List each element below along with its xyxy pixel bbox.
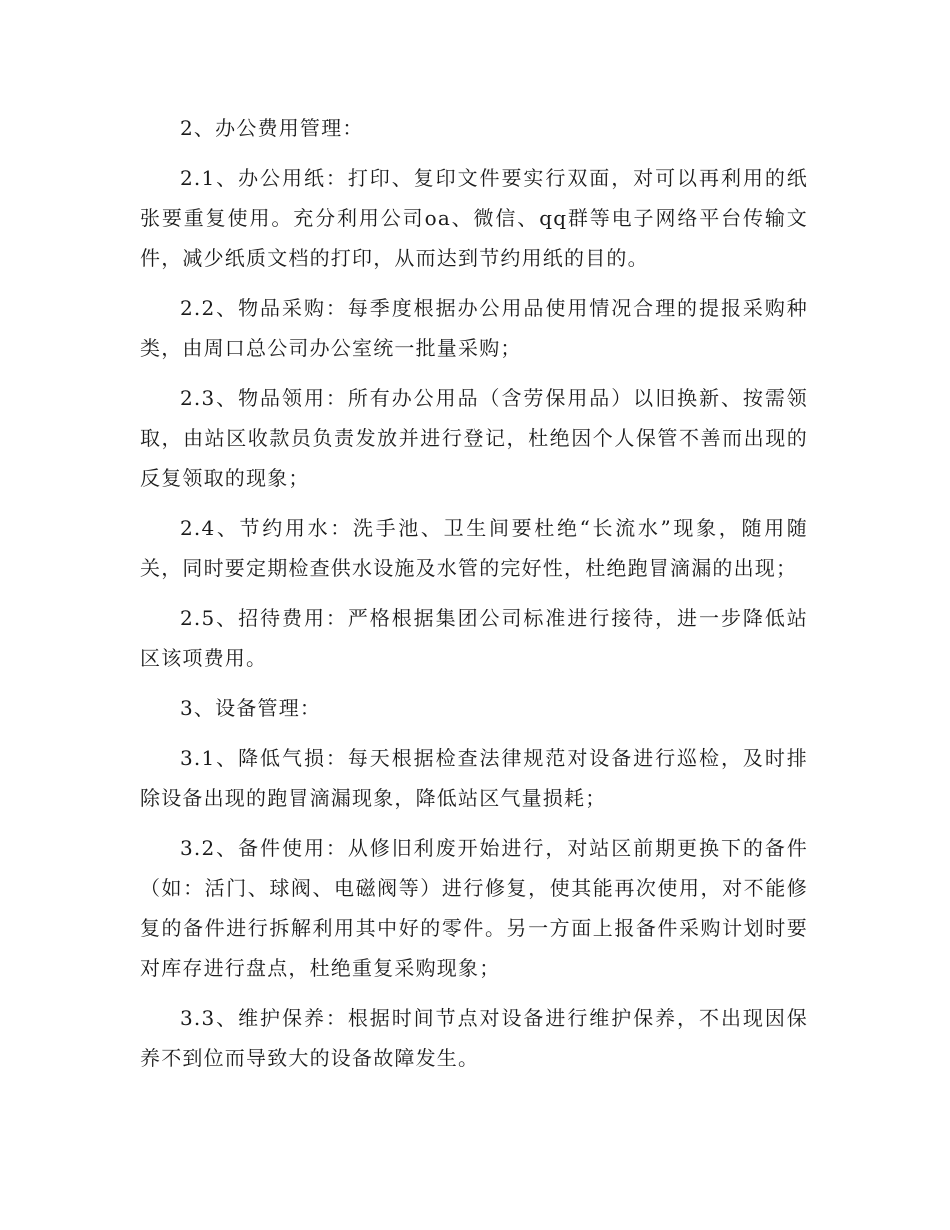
paragraph-maintenance: 3.3、维护保养：根据时间节点对设备进行维护保养，不出现因保养不到位而导致大的设备故障发生。	[140, 1006, 808, 1070]
section-heading-office-expenses: 2、办公费用管理：	[180, 116, 364, 140]
paragraph-spare-parts: 3.2、备件使用：从修旧利废开始进行，对站区前期更换下的备件（如：活门、球阀、电磁阀等）进行修复，使其能再次使用，对不能修复的备件进行拆解利用其中好的零件。另一方面上报备件采购计划时要对库存进行盘点，杜绝重复采购现象；	[140, 836, 808, 980]
paragraph-gas-loss: 3.1、降低气损：每天根据检查法律规范对设备进行巡检，及时排除设备出现的跑冒滴漏现象，降低站区气量损耗；	[140, 746, 808, 810]
paragraph-goods-requisition: 2.3、物品领用：所有办公用品（含劳保用品）以旧换新、按需领取，由站区收款员负责发放并进行登记，杜绝因个人保管不善而出现的反复领取的现象；	[140, 386, 808, 490]
document-body	[140, 108, 808, 1088]
paragraph-water-saving: 2.4、节约用水：洗手池、卫生间要杜绝“长流水”现象，随用随关，同时要定期检查供水设施及水管的完好性，杜绝跑冒滴漏的出现；	[140, 516, 808, 580]
paragraph-office-paper: 2.1、办公用纸：打印、复印文件要实行双面，对可以再利用的纸张要重复使用。充分利用公司oa、微信、qq群等电子网络平台传输文件，减少纸质文档的打印，从而达到节约用纸的目的。	[140, 166, 808, 270]
paragraph-hospitality-expenses: 2.5、招待费用：严格根据集团公司标准进行接待，进一步降低站区该项费用。	[140, 606, 808, 670]
paragraph-goods-purchase: 2.2、物品采购：每季度根据办公用品使用情况合理的提报采购种类，由周口总公司办公室统一批量采购；	[140, 296, 808, 360]
section-heading-equipment: 3、设备管理：	[180, 696, 322, 720]
